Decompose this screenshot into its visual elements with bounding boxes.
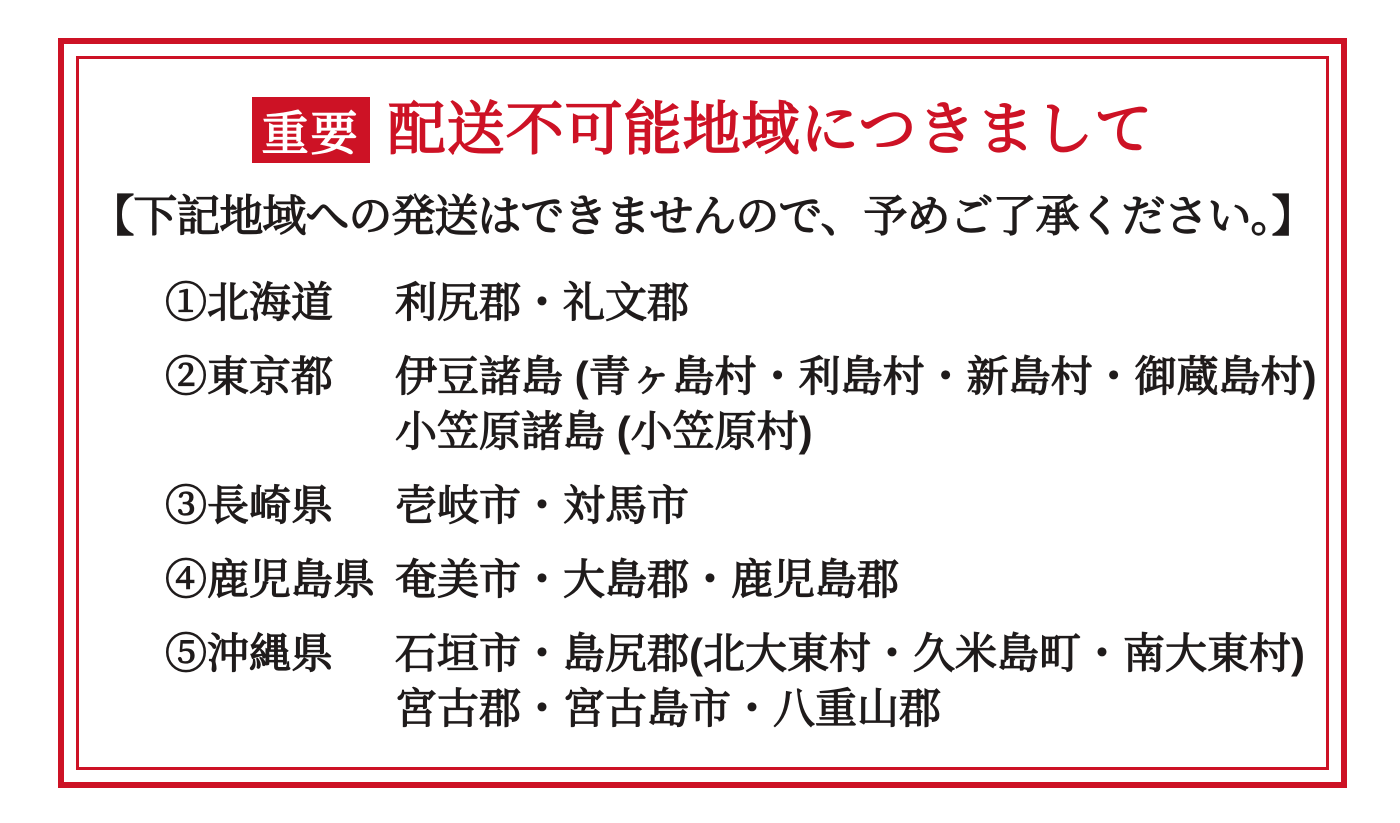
- item-regions: [395, 275, 1286, 330]
- item-regions: [395, 552, 1286, 607]
- item-prefecture-name: 沖縄県: [207, 630, 334, 677]
- item-number: ④: [165, 556, 208, 603]
- item-regions-line: 小笠原諸島 (小笠原村): [395, 408, 813, 455]
- item-prefecture-name: 長崎県: [207, 482, 334, 529]
- page-title: 配送不可能地域につきまして: [387, 97, 1154, 162]
- item-regions: [395, 478, 1286, 533]
- list-item-kagoshima: [165, 552, 1286, 607]
- list-item-hokkaido: [165, 275, 1286, 330]
- inner-red-border: [76, 56, 1329, 770]
- item-regions-line: 伊豆諸島 (青ヶ島村・利島村・新島村・御蔵島村): [395, 353, 1317, 400]
- item-number: ③: [165, 482, 208, 529]
- item-number: ⑤: [165, 630, 208, 677]
- list-item-nagasaki: [165, 478, 1286, 533]
- item-prefecture: [165, 275, 395, 330]
- notice-text: 【下記地域への発送はできませんので、予めご了承ください。】: [90, 192, 1315, 241]
- item-regions: [395, 626, 1305, 736]
- item-prefecture-name: 北海道: [207, 279, 334, 326]
- item-number: ②: [165, 353, 208, 400]
- item-prefecture: [165, 478, 395, 533]
- important-badge: 重要: [252, 97, 370, 163]
- item-prefecture: [165, 626, 395, 681]
- item-prefecture-name: 東京都: [207, 353, 334, 400]
- list-item-tokyo: [165, 349, 1317, 459]
- item-prefecture: [165, 552, 395, 607]
- title-row: [79, 97, 1326, 163]
- region-list: [165, 275, 1317, 736]
- item-prefecture-name: 鹿児島県: [207, 556, 376, 603]
- item-regions-line: 奄美市・大島郡・鹿児島郡: [395, 556, 900, 603]
- list-item-okinawa: [165, 626, 1305, 736]
- notice-content: [79, 59, 1326, 767]
- item-number: ①: [165, 279, 208, 326]
- outer-red-border: [58, 38, 1347, 788]
- item-regions-line: 壱岐市・対馬市: [395, 482, 690, 529]
- item-regions-line: 利尻郡・礼文郡: [395, 279, 690, 326]
- item-prefecture: [165, 349, 395, 404]
- item-regions-line: 石垣市・島尻郡(北大東村・久米島町・南大東村): [395, 630, 1305, 677]
- item-regions-line: 宮古郡・宮古島市・八重山郡: [395, 685, 942, 732]
- item-regions: [395, 349, 1317, 459]
